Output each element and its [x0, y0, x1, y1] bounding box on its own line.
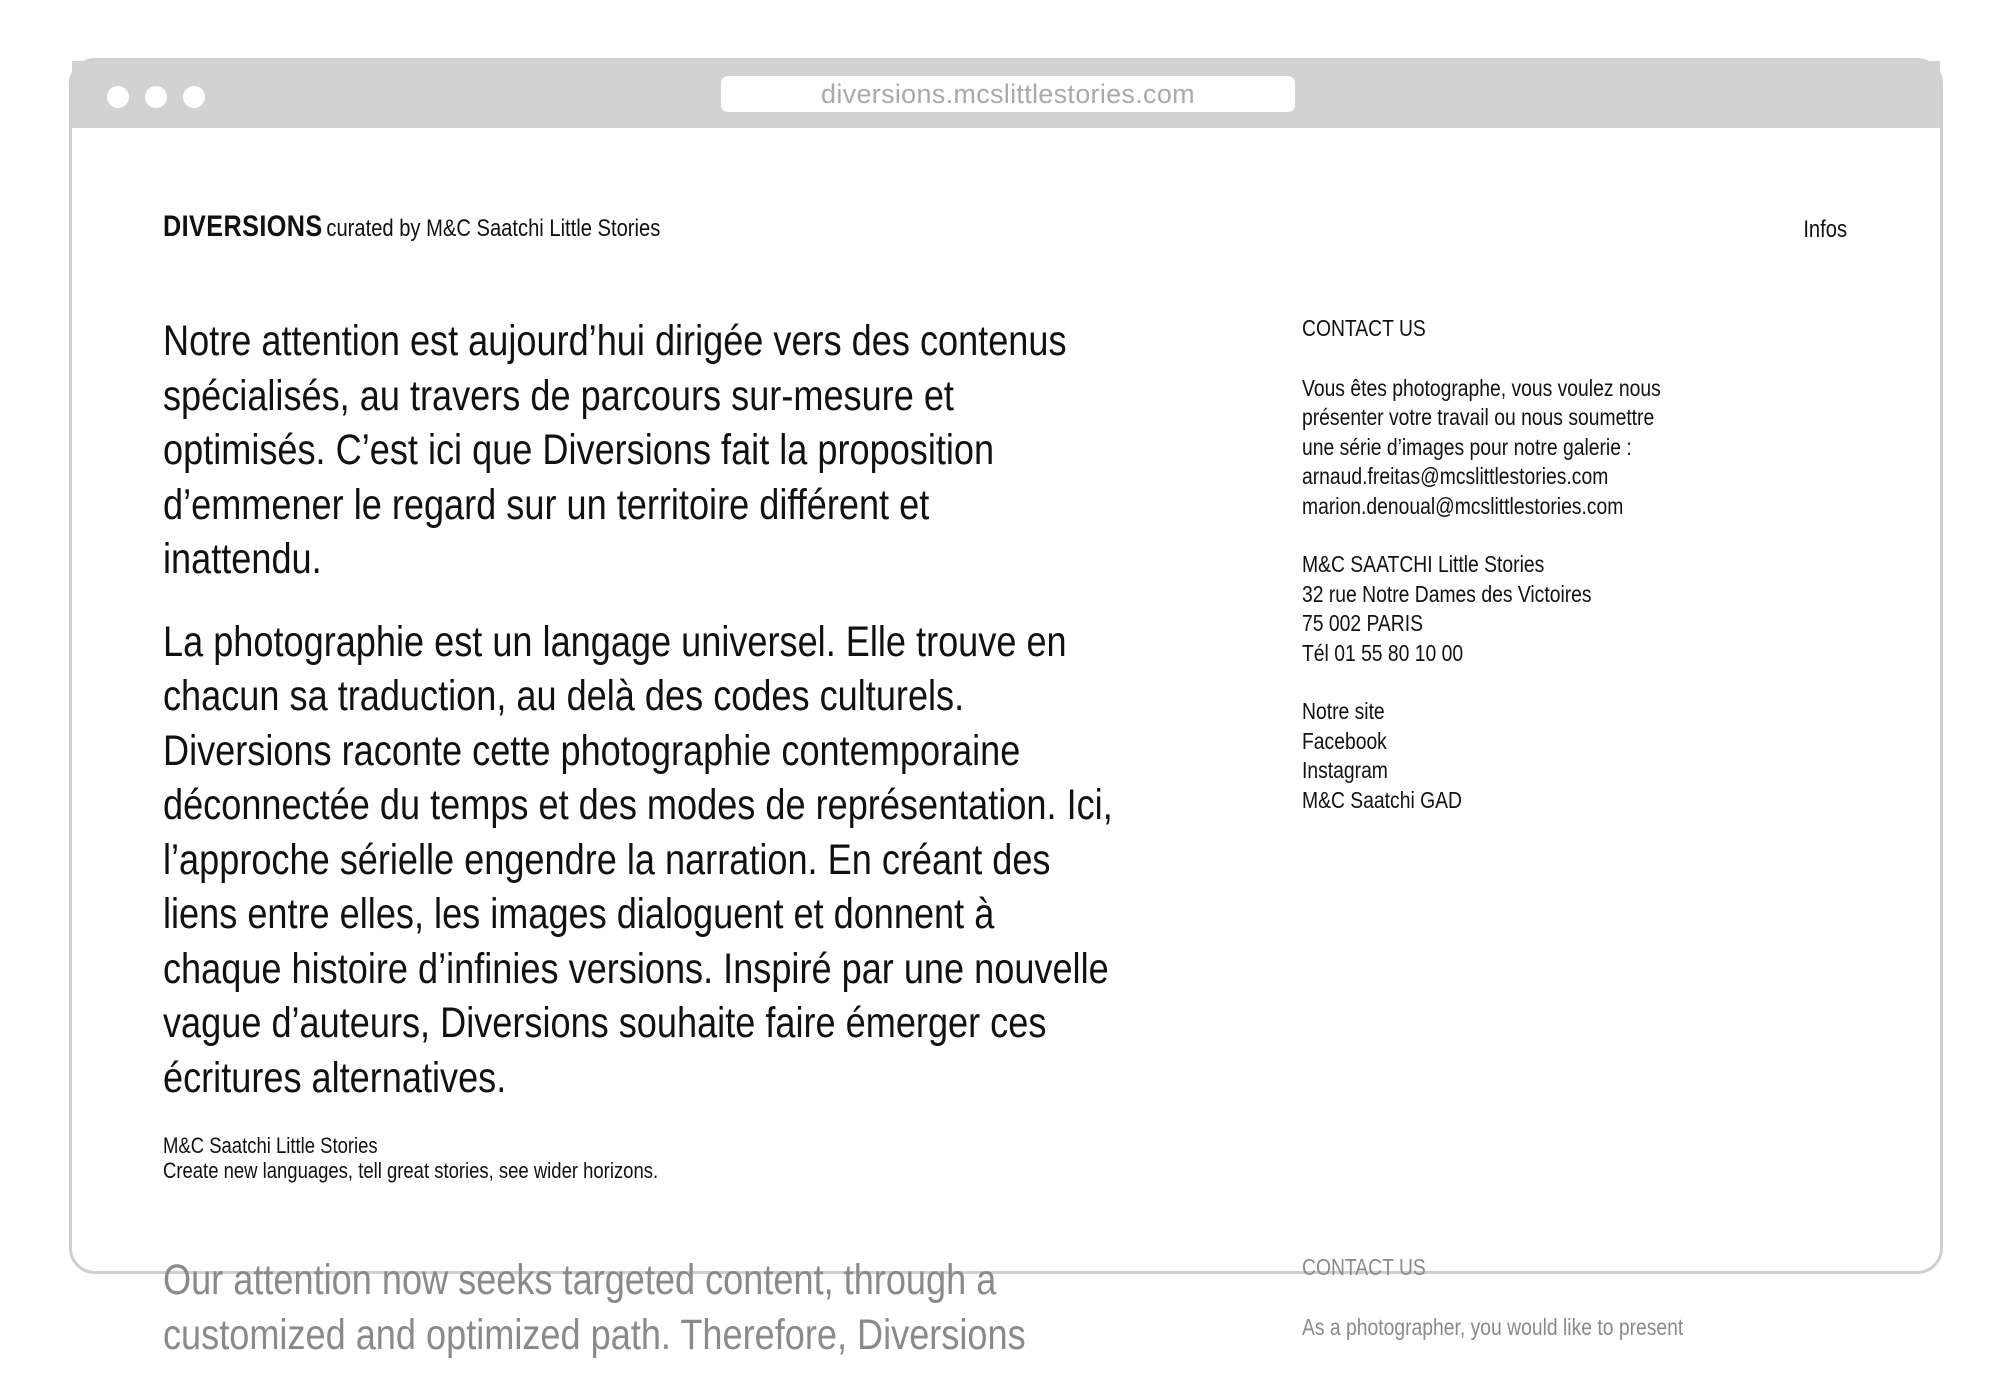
intro-text-en: [163, 1253, 1121, 1390]
tagline-name: M&C Saatchi Little Stories: [163, 1133, 378, 1158]
tagline-text: Create new languages, tell great stories, see wider horizons.: [163, 1158, 659, 1183]
paragraph-line: Diversions raconte cette photographie contemporaine: [163, 726, 1021, 775]
contact-sidebar-fr: [1302, 314, 1739, 844]
address-bar[interactable]: diversions.mcslittlestories.com: [721, 76, 1295, 112]
intro-text-fr: [163, 314, 1121, 1183]
intro-paragraph-1: [163, 314, 1121, 587]
paragraph-line: liens entre elles, les images dialoguent et donnent à: [163, 890, 995, 938]
paragraph-line: La photographie est un langage universel. Elle trouve en: [163, 617, 1067, 666]
brand-subtitle: curated by M&C Saatchi Little Stories: [326, 215, 661, 242]
window-minimize-dot[interactable]: [145, 86, 167, 108]
contact-sidebar-en: [1302, 1253, 1739, 1371]
link-facebook[interactable]: Facebook: [1302, 727, 1387, 754]
browser-titlebar: [72, 61, 1940, 128]
paragraph-line: Our attention now seeks targeted content, through a: [163, 1256, 997, 1304]
address-line: 32 rue Notre Dames des Victoires: [1302, 580, 1592, 607]
paragraph-line: customized and optimized path. Therefore, Diversions: [163, 1310, 1026, 1359]
intro-paragraph-2: [163, 615, 1121, 1106]
paragraph-line: Notre attention est aujourd’hui dirigée vers des contenus: [163, 317, 1067, 365]
window-close-dot[interactable]: [107, 86, 129, 108]
contact-intro-line: As a photographer, you would like to present: [1302, 1313, 1684, 1340]
contact-intro: [1302, 374, 1739, 522]
brand-name: DIVERSIONS: [163, 210, 323, 243]
link-notre-site[interactable]: Notre site: [1302, 698, 1385, 724]
email-link-marion[interactable]: marion.denoual@mcslittlestories.com: [1302, 492, 1624, 519]
paragraph-line: écritures alternatives.: [163, 1053, 507, 1102]
window-maximize-dot[interactable]: [183, 86, 205, 108]
paragraph-line: chacun sa traduction, au delà des codes culturels.: [163, 672, 965, 720]
paragraph-line: spécialisés, au travers de parcours sur-mesure et: [163, 371, 954, 420]
site-brand[interactable]: [163, 210, 660, 244]
nav-infos-link[interactable]: Infos: [1803, 216, 1847, 243]
link-instagram[interactable]: Instagram: [1302, 757, 1388, 783]
email-link-arnaud[interactable]: arnaud.freitas@mcslittlestories.com: [1302, 463, 1609, 489]
paragraph-line: optimisés. C’est ici que Diversions fait la proposition: [163, 426, 995, 474]
contact-intro-line: une série d’images pour notre galerie :: [1302, 433, 1632, 460]
contact-intro-line: présenter votre travail ou nous soumettre: [1302, 404, 1655, 430]
social-links: [1302, 697, 1739, 815]
paragraph-line: chaque histoire d’infinies versions. Inspiré par une nouvelle: [163, 944, 1109, 993]
paragraph-line: déconnectée du temps et des modes de représentation. Ici,: [163, 781, 1113, 829]
contact-intro-en: [1302, 1313, 1739, 1343]
address-phone: Tél 01 55 80 10 00: [1302, 639, 1464, 666]
link-mc-saatchi-gad[interactable]: M&C Saatchi GAD: [1302, 786, 1462, 813]
paragraph-line: d’emmener le regard sur un territoire différent et: [163, 480, 930, 529]
address-line: 75 002 PARIS: [1302, 610, 1424, 636]
paragraph-line: inattendu.: [163, 535, 322, 583]
intro-paragraph-en-1: [163, 1253, 1121, 1362]
contact-heading: CONTACT US: [1302, 315, 1426, 341]
paragraph-line: vague d’auteurs, Diversions souhaite faire émerger ces: [163, 999, 1047, 1047]
browser-window: [69, 58, 1943, 1359]
contact-address: [1302, 550, 1739, 668]
address-line: M&C SAATCHI Little Stories: [1302, 551, 1545, 577]
tagline: [163, 1133, 1121, 1183]
page-viewport: [72, 128, 1940, 1359]
contact-intro-line: Vous êtes photographe, vous voulez nous: [1302, 374, 1661, 401]
contact-heading-en: CONTACT US: [1302, 1254, 1426, 1280]
paragraph-line: l’approche sérielle engendre la narration. En créant des: [163, 835, 1051, 884]
